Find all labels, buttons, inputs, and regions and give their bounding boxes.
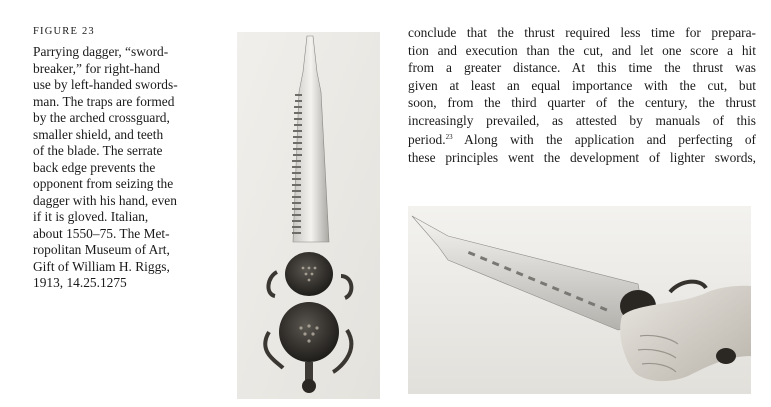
caption-line: Gift of William H. Riggs, [33,258,170,274]
caption-line: by the arched crossguard, [33,110,170,125]
caption-line: back edge prevents the [33,159,156,175]
body-text [408,24,756,166]
body-line: increasingly prevailed, as attested by manuals of this [408,112,756,128]
caption-line: use by left-handed swords- [33,77,178,92]
body-line-text: Along with the application and perfecting of [452,132,756,147]
body-line: conclude that the thrust required less time for prepara- [408,25,756,40]
figure-caption [33,44,211,292]
dagger-photo-vertical [237,32,380,399]
caption-line: ropolitan Museum of Art, [33,242,170,257]
body-line: given at least an equal importance with the cut, but [408,77,756,93]
caption-line: breaker,” for right-hand [33,60,160,76]
caption-line: man. The traps are formed [33,93,175,109]
dagger-in-hand-illustration [408,206,751,394]
body-line: these principles went the development of lighter swords, [408,149,756,165]
caption-line: of the blade. The serrate [33,143,163,158]
caption-line: smaller shield, and teeth [33,126,164,142]
caption-line: if it is gloved. Italian, [33,209,149,224]
body-line: tion and execution than the cut, and let one score a hit [408,42,756,58]
caption-line: dagger with his hand, even [33,192,177,208]
caption-line: 1913, 14.25.1275 [33,275,127,290]
figure-label: FIGURE 23 [33,26,95,37]
body-line-text: period. [408,132,446,147]
footnote-ref: 23 [445,133,453,141]
caption-line: about 1550–75. The Met- [33,225,170,241]
dagger-photo-in-hand [408,206,751,394]
caption-line: Parrying dagger, “sword- [33,44,169,59]
dagger-vertical-illustration [237,32,380,399]
caption-line: opponent from seizing the [33,176,174,191]
body-line: from a greater distance. At this time the thrust was [408,60,756,75]
body-line: soon, from the third quarter of the century, the thrust [408,95,756,110]
body-line [408,129,756,149]
